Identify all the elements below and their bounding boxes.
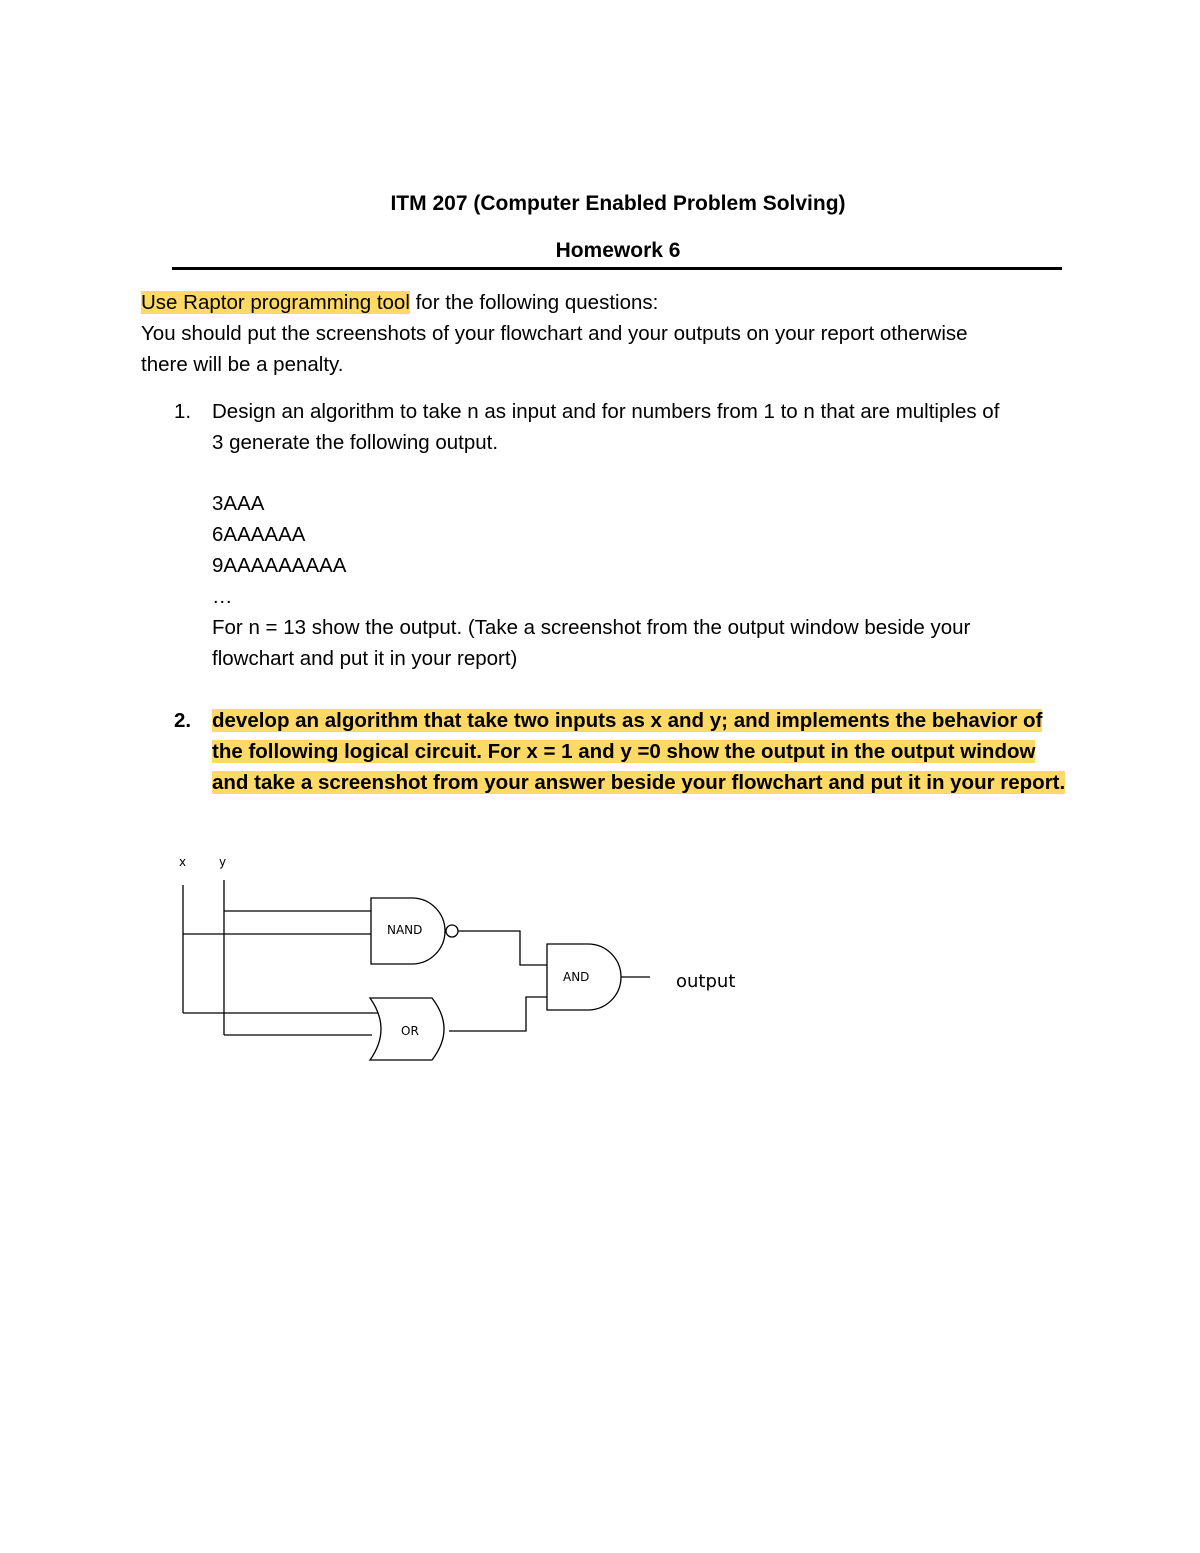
output-label: output	[676, 971, 736, 992]
intro-line-2: You should put the screenshots of your flowchart and your outputs on your report otherwise	[141, 322, 968, 345]
wire-nand-to-and	[458, 931, 547, 965]
input-y-label: y	[219, 855, 227, 869]
wire-or-to-and	[449, 997, 547, 1031]
q1-line-2: 3 generate the following output.	[212, 431, 499, 454]
q1-note-1: For n = 13 show the output. (Take a screenshot from the output window beside your	[212, 616, 971, 639]
document-title: ITM 207 (Computer Enabled Problem Solving)	[390, 192, 846, 215]
intro-line-3: there will be a penalty.	[141, 353, 344, 376]
q1-example-1: 3AAA	[212, 492, 265, 515]
document-subtitle: Homework 6	[555, 239, 681, 262]
and-gate-label: AND	[563, 970, 590, 984]
nand-bubble	[446, 925, 458, 937]
q2-line-3-text: and take a screenshot from your answer beside your flowchart and put it in your report.	[212, 771, 1066, 794]
nand-gate-label: NAND	[387, 923, 423, 937]
q1-line-1: Design an algorithm to take n as input and for numbers from 1 to n that are multiples of	[212, 400, 1000, 423]
q2-line-1-text: develop an algorithm that take two inputs as x and y; and implements the behavior of	[212, 709, 1043, 732]
q1-example-3: 9AAAAAAAAA	[212, 554, 347, 577]
intro-rest: for the following questions:	[409, 291, 659, 314]
intro-highlight: Use Raptor programming tool	[141, 291, 410, 314]
q1-note-2: flowchart and put it in your report)	[212, 647, 518, 670]
input-x-label: x	[179, 855, 187, 869]
q1-example-ellipsis: …	[212, 585, 233, 608]
q1-example-2: 6AAAAAA	[212, 523, 306, 546]
q2-number: 2.	[174, 709, 192, 732]
q1-number: 1.	[174, 400, 192, 423]
or-gate-label: OR	[401, 1024, 419, 1038]
q2-line-2-text: the following logical circuit. For x = 1 and y =0 show the output in the output window	[212, 740, 1036, 763]
